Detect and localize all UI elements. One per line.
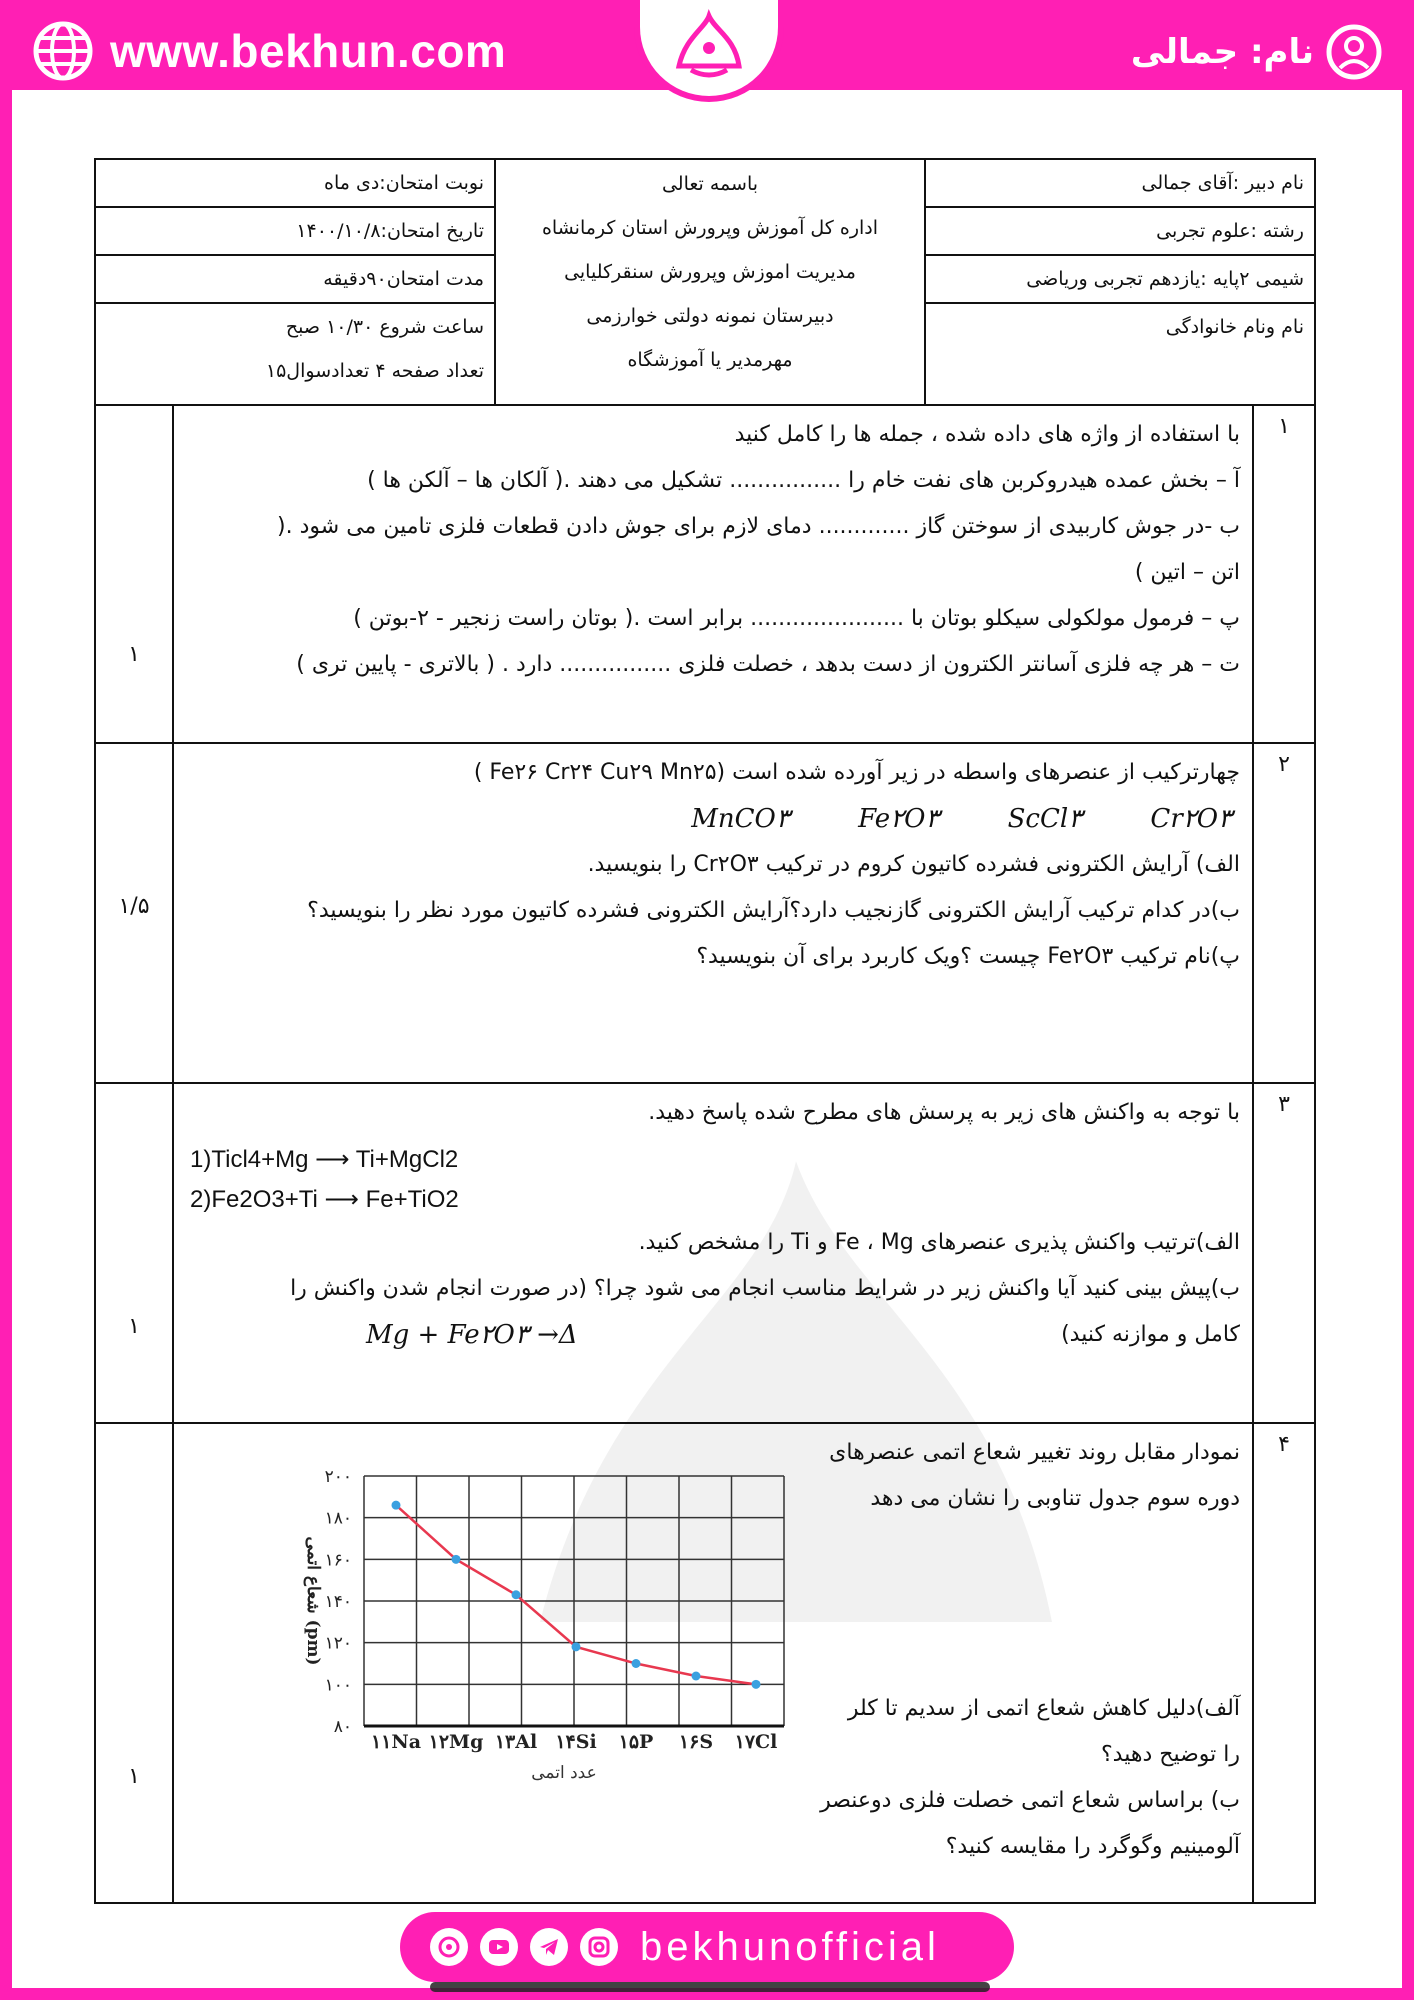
exam-start-pages bbox=[96, 304, 494, 394]
logo-mark-icon bbox=[665, 8, 753, 86]
y-tick-label: ۸۰ bbox=[333, 1717, 352, 1737]
question-line: پ – فرمول مولکولی سیکلو بوتان با ...................... برابر است .( بوتان راست زنجیر - ۲-بوتن ) bbox=[353, 606, 1240, 631]
x-tick-label: ۱۳Al bbox=[494, 1731, 538, 1753]
question-title: چهارترکیب از عنصرهای واسطه در زیر آورده شده است (Fe۲۶ Cr۲۴ Cu۲۹ Mn۲۵ ) bbox=[473, 760, 1240, 785]
reaction-2: 2)Fe2O3+Ti ⟶ Fe+TiO2 bbox=[190, 1186, 459, 1213]
y-tick-label: ۱۴۰ bbox=[324, 1592, 352, 1612]
y-tick-label: ۱۲۰ bbox=[324, 1633, 352, 1654]
bismillah: باسمه تعالی bbox=[661, 173, 759, 195]
question-line: آ – بخش عمده هیدروکربن های نفت خام را ................ تشکیل می دهند .( آلکان ها – آلکن ها ) bbox=[367, 468, 1240, 493]
exam-sheet bbox=[94, 158, 1316, 1904]
department-name: اداره کل آموزش وپرورش استان کرمانشاه bbox=[541, 217, 879, 239]
y-tick-label: ۲۰۰ bbox=[324, 1467, 352, 1487]
y-tick-label: ۱۸۰ bbox=[324, 1508, 352, 1529]
x-tick-label: ۱۲Mg bbox=[428, 1731, 484, 1753]
question-line: پ)نام ترکیب Fe۲O۳ چیست ؟ویک کاربرد برای آن بنویسید؟ bbox=[696, 944, 1240, 969]
question-line: ب)در کدام ترکیب آرایش الکترونی گازنجیب دارد؟آرایش الکترونی فشرده کاتیون مورد نظر را بنویسید؟ bbox=[307, 898, 1240, 923]
exam-pages-count: تعداد صفحه ۴ تعدادسوال۱۵ bbox=[265, 360, 484, 382]
reaction-equation: Mg + Fe۲O۳ →Δ bbox=[366, 1320, 578, 1350]
question-line: کامل و موازنه کنید) bbox=[1061, 1322, 1240, 1347]
district-name: مدیریت اموزش وپرورش سنقرکلیایی bbox=[564, 261, 856, 283]
question-line: اتن – اتین ) bbox=[1134, 560, 1240, 585]
question-title: با استفاده از واژه های داده شده ، جمله ها را کامل کنید bbox=[734, 422, 1240, 447]
question-score bbox=[96, 406, 174, 742]
x-tick-label: ۱۴Si bbox=[555, 1731, 597, 1753]
question-line: آلف)دلیل کاهش شعاع اتمی از سدیم تا کلر bbox=[847, 1696, 1240, 1721]
y-tick-label: ۱۶۰ bbox=[324, 1550, 352, 1571]
field-of-study: رشته :علوم تجربی bbox=[926, 208, 1314, 256]
user-icon bbox=[1326, 24, 1382, 80]
website-url[interactable]: www.bekhun.com bbox=[110, 25, 507, 77]
question-line: ب -در جوش کاربیدی از سوختن گاز ............. دمای لازم برای جوش دادن قطعات فلزی تامین می شود .( bbox=[277, 514, 1240, 539]
question-body bbox=[174, 744, 1252, 1082]
exam-start-time: ساعت شروع ۱۰/۳۰ صبح bbox=[285, 316, 484, 338]
footer-shadow bbox=[430, 1982, 990, 1992]
score-value: ۱ bbox=[128, 1314, 140, 1339]
x-tick-label: ۱۶S bbox=[678, 1731, 714, 1753]
x-axis-label: عدد اتمی bbox=[531, 1763, 597, 1783]
question-title: با توجه به واکنش های زیر به پرسش های مطرح شده پاسخ دهید. bbox=[648, 1100, 1240, 1125]
aparat-icon[interactable] bbox=[430, 1928, 468, 1966]
social-handle[interactable]: bekhunofficial bbox=[640, 1924, 940, 1969]
radius-point bbox=[452, 1555, 461, 1564]
score-value: ۱ bbox=[128, 1764, 140, 1789]
top-banner bbox=[12, 12, 1402, 90]
question-score bbox=[96, 1424, 174, 1904]
question-subparts bbox=[770, 1686, 1240, 1870]
question-number: ۳ bbox=[1252, 1084, 1314, 1422]
header-middle-column bbox=[494, 160, 924, 404]
question-score bbox=[96, 744, 174, 1082]
question-row-3 bbox=[96, 1084, 1314, 1424]
globe-icon bbox=[32, 20, 94, 82]
name-label: نام: جمالی bbox=[1130, 32, 1314, 72]
header-right-column bbox=[924, 160, 1314, 404]
question-title-line: نمودار مقابل روند تغییر شعاع اتمی عنصرهای bbox=[829, 1440, 1240, 1465]
y-tick-label: ۱۰۰ bbox=[324, 1675, 352, 1696]
question-number: ۱ bbox=[1252, 406, 1314, 742]
student-name-area bbox=[1131, 22, 1382, 82]
instagram-icon[interactable] bbox=[580, 1928, 618, 1966]
question-line: ت – هر چه فلزی آسانتر الکترون از دست بدهد ، خصلت فلزی ................ دارد . ( بالاتری - پایین تری ) bbox=[296, 652, 1240, 677]
question-line: ب)پیش بینی کنید آیا واکنش زیر در شرایط مناسب انجام می شود چرا؟ (در صورت انجام شدن واکنش را bbox=[290, 1276, 1240, 1301]
telegram-icon[interactable] bbox=[530, 1928, 568, 1966]
question-score bbox=[96, 1084, 174, 1422]
score-value: ۱ bbox=[128, 642, 140, 667]
atomic-radius-chart bbox=[264, 1454, 824, 1794]
radius-point bbox=[392, 1501, 401, 1510]
question-title-line: دوره سوم جدول تناوبی را نشان می دهد bbox=[870, 1486, 1240, 1511]
question-body bbox=[174, 406, 1252, 742]
question-body bbox=[174, 1084, 1252, 1422]
question-line: ب) براساس شعاع اتمی خصلت فلزی دوعنصر bbox=[820, 1788, 1240, 1813]
header-left-column bbox=[96, 160, 494, 404]
exam-session: نوبت امتحان:دی ماه bbox=[96, 160, 494, 208]
score-value: ۱/۵ bbox=[118, 894, 150, 919]
question-line: الف)ترتیب واکنش پذیری عنصرهای Fe ، Mg و Ti را مشخص کنید. bbox=[638, 1230, 1240, 1255]
exam-date: تاریخ امتحان:۱۴۰۰/۱۰/۸ bbox=[96, 208, 494, 256]
school-name: دبیرستان نمونه دولتی خوارزمی bbox=[586, 305, 834, 327]
student-name-field: نام ونام خانوادگی bbox=[1165, 316, 1304, 338]
social-footer bbox=[400, 1912, 1014, 1982]
question-row-4 bbox=[96, 1424, 1314, 1904]
question-number: ۲ bbox=[1252, 744, 1314, 1082]
question-line: الف) آرایش الکترونی فشرده کاتیون کروم در ترکیب Cr۲O۳ را بنویسید. bbox=[587, 852, 1240, 877]
teacher-name: نام دبیر :آقای جمالی bbox=[926, 160, 1314, 208]
radius-point bbox=[752, 1680, 761, 1689]
y-axis-label: شعاع اتمی (pm) bbox=[303, 1536, 323, 1666]
question-title bbox=[770, 1430, 1240, 1522]
bekhun-logo bbox=[634, 0, 784, 102]
x-tick-label: ۱۵P bbox=[618, 1731, 654, 1753]
question-line: را توضیح دهید؟ bbox=[1101, 1742, 1240, 1767]
radius-series-line bbox=[396, 1505, 756, 1684]
compound-formulas: MnCO۳ Fe۲O۳ ScCl۳ Cr۲O۳ bbox=[691, 804, 1232, 834]
reaction-1: 1)Ticl4+Mg ⟶ Ti+MgCl2 bbox=[190, 1146, 459, 1173]
question-body bbox=[174, 1424, 1252, 1904]
question-number: ۴ bbox=[1252, 1424, 1314, 1904]
exam-header bbox=[96, 160, 1314, 404]
radius-point bbox=[692, 1672, 701, 1681]
stamp-label: مهرمدیر یا آموزشگاه bbox=[627, 349, 793, 371]
radius-point bbox=[572, 1642, 581, 1651]
x-tick-label: ۱۷Cl bbox=[734, 1731, 778, 1753]
equation-line bbox=[186, 1312, 1240, 1358]
question-line: آلومینیم وگوگرد را مقایسه کنید؟ bbox=[945, 1834, 1240, 1859]
question-row-1 bbox=[96, 406, 1314, 744]
radius-point bbox=[512, 1590, 521, 1599]
x-tick-label: ۱۱Na bbox=[370, 1731, 422, 1753]
question-row-2 bbox=[96, 744, 1314, 1084]
course-grade: شیمی ۲پایه :یازدهم تجربی وریاضی bbox=[926, 256, 1314, 304]
radius-point bbox=[632, 1659, 641, 1668]
youtube-icon[interactable] bbox=[480, 1928, 518, 1966]
exam-duration: مدت امتحان۹۰دقیقه bbox=[96, 256, 494, 304]
